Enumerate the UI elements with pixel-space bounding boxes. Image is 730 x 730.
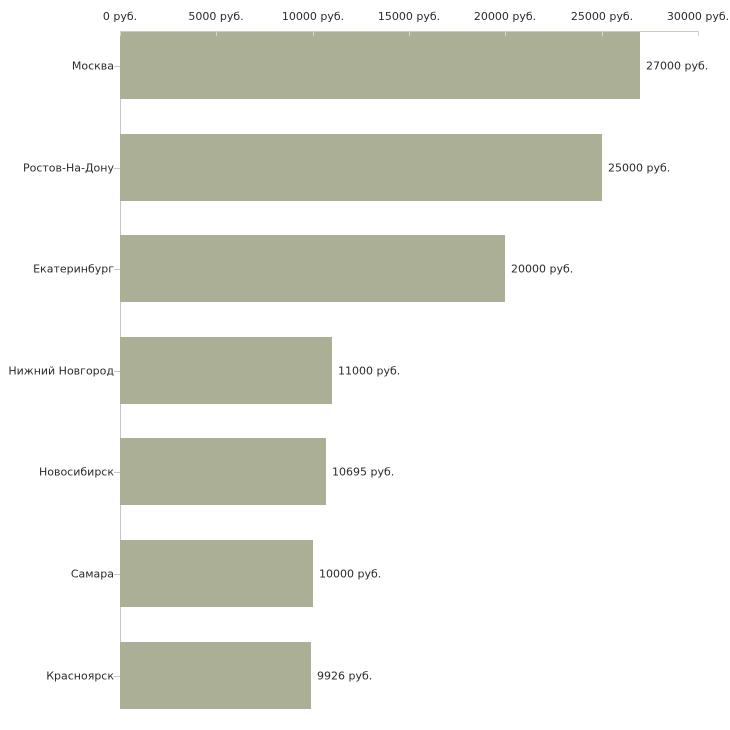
x-axis-tick-mark <box>698 31 699 36</box>
bar-4 <box>120 438 326 505</box>
bar-0 <box>120 32 640 99</box>
bar-2 <box>120 235 505 302</box>
x-axis-tick-label: 5000 руб. <box>188 10 244 23</box>
x-axis-tick-label: 15000 руб. <box>377 10 441 23</box>
value-label: 25000 руб. <box>608 161 671 174</box>
x-axis-tick-label: 25000 руб. <box>570 10 634 23</box>
value-label: 9926 руб. <box>317 669 373 682</box>
bar-1 <box>120 134 602 201</box>
category-label: Москва <box>71 59 114 72</box>
value-label: 11000 руб. <box>338 364 401 377</box>
x-axis-tick-label: 0 руб. <box>102 10 138 23</box>
y-axis-tick-mark <box>114 269 120 270</box>
category-label: Красноярск <box>46 669 114 682</box>
value-label: 10695 руб. <box>332 465 395 478</box>
value-label: 10000 руб. <box>319 567 382 580</box>
y-axis-tick-mark <box>114 168 120 169</box>
x-axis-tick-mark <box>602 31 603 36</box>
category-label: Екатеринбург <box>33 262 114 275</box>
x-axis-tick-mark <box>313 31 314 36</box>
x-axis-tick-label: 30000 руб. <box>666 10 730 23</box>
y-axis-tick-mark <box>114 66 120 67</box>
x-axis-tick-mark <box>409 31 410 36</box>
category-label: Ростов-На-Дону <box>22 161 114 174</box>
x-axis-tick-mark <box>216 31 217 36</box>
category-label: Новосибирск <box>38 465 114 478</box>
category-label: Самара <box>70 567 114 580</box>
bar-6 <box>120 642 311 709</box>
bar-3 <box>120 337 332 404</box>
x-axis-tick-mark <box>120 31 121 36</box>
x-axis-tick-label: 10000 руб. <box>281 10 345 23</box>
value-label: 27000 руб. <box>646 59 709 72</box>
x-axis-tick-label: 20000 руб. <box>473 10 537 23</box>
y-axis-tick-mark <box>114 371 120 372</box>
value-label: 20000 руб. <box>511 262 574 275</box>
category-label: Нижний Новгород <box>8 364 114 377</box>
x-axis-tick-mark <box>505 31 506 36</box>
y-axis-tick-mark <box>114 574 120 575</box>
y-axis-tick-mark <box>114 472 120 473</box>
y-axis-tick-mark <box>114 676 120 677</box>
bar-5 <box>120 540 313 607</box>
